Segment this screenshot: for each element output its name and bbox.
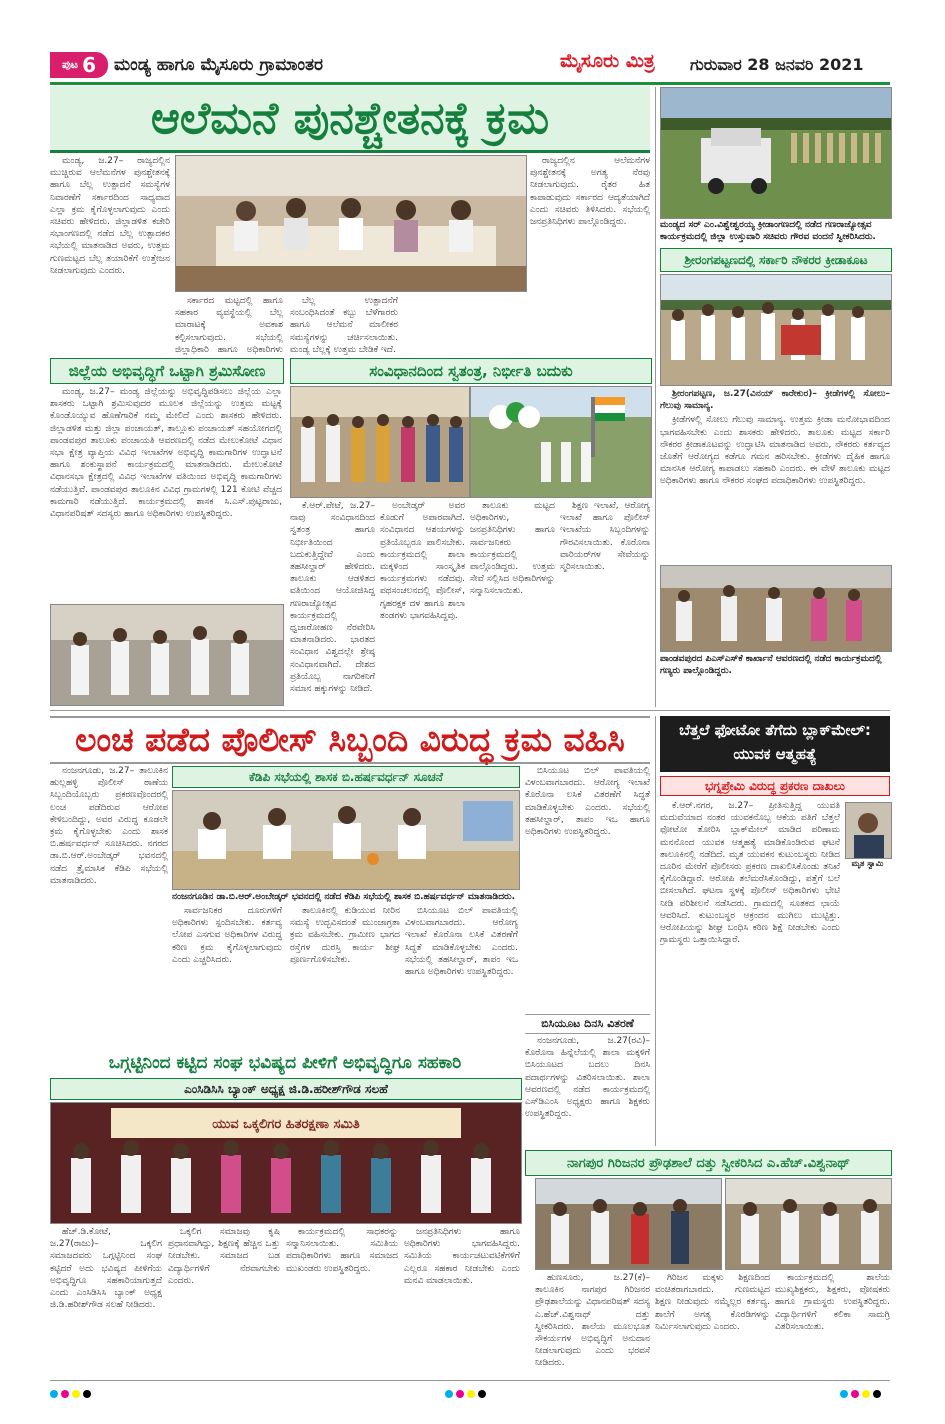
story6-column-2: ಒಕ್ಕಲಿಗ ಸಮಾಜವು ಕೃಷಿ ಪ್ರಧಾನವಾಗಿದ್ದು, ಶಿಕ್ಷಣಕ್ಕೆ ಹೆಚ್ಚಿನ ಒತ್ತು ನೀಡಬೇಕು. ಸಮಾಜದ ಬಡ ವಿದ್ಯಾರ್ಥಿಗಳಿಗೆ ನೆರವಾಗಬೇಕು ಎಂದರು. — [168, 1227, 280, 1286]
story7-column-3: ಕಾರ್ಯಕ್ರಮದಲ್ಲಿ ಶಾಲೆಯ ಮುಖ್ಯಶಿಕ್ಷಕರು, ಶಿಕ್ಷಕರು, ಪೋಷಕರು ಹಾಗೂ ಗ್ರಾಮಸ್ಥರು ಉಪಸ್ಥಿತರಿದ್ದರು. ವಿದ್ಯಾರ್ಥಿಗಳಿಗೆ ಕಲಿಕಾ ಸಾಮಗ್ರಿ ವಿತರಿಸಲಾಯಿತು. — [775, 1273, 890, 1332]
story2-text: ಮಂಡ್ಯ, ಜ.27– ಮಂಡ್ಯ ಜಿಲ್ಲೆಯನ್ನು ಅಭಿವೃದ್ಧಿಪಡಿಸಲು ಜಿಲ್ಲೆಯ ಎಲ್ಲಾ ಶಾಸಕರು ಒಟ್ಟಾಗಿ ಶ್ರಮಿಸುವುದರ ಮೂಲಕ ಜಿಲ್ಲೆಯನ್ನು ಉತ್ತಮ ಮಟ್ಟಕ್ಕೆ ಕೊಂಡೊಯ್ಯುವ ಹೊಣೆಗಾರಿಕೆ ನಮ್ಮ ಮೇಲಿದೆ ಎಂದು ಶಾಸಕರು ಹೇಳಿದರು. ಜಿಲ್ಲಾಡಳಿತ ಮತ್ತು ಜಿಲ್ಲಾ ಪಂಚಾಯತ್, ತಾಲ್ಲೂಕು ಪಂಚಾಯತ್ ಸಹಯೋಗದಲ್ಲಿ ಪಾಂಡವಪುರ ತಾಲೂಕು ಪಂಚಾಯತಿ ಆವರಣದಲ್ಲಿ ನಡೆದ ಮೇಲುಕೋಟೆ ವಿಧಾನ ಸಭಾ ಕ್ಷೇತ್ರ ವ್ಯಾಪ್ತಿಯ ವಿವಿಧ ಇಲಾಖೆಗಳ ಅಭಿವೃದ್ಧಿ ಕಾಮಗಾರಿಗಳ ಉದ್ಘಾಟನೆ ಹಾಗೂ ಶಂಕುಸ್ಥಾಪನೆ ಕಾರ್ಯಕ್ರಮದಲ್ಲಿ ಮಾತನಾಡಿದರು. ಮೇಲುಕೋಟೆ ವಿಧಾನಸಭಾ ಕ್ಷೇತ್ರದಲ್ಲಿ ವಿವಿಧ ಇಲಾಖೆಗಳ ವತಿಯಿಂದ ಅಭಿವೃದ್ಧಿ ಕಾಮಗಾರಿಗಳು ನಡೆಯುತ್ತಿವೆ. ಪಾಂಡವಪುರ ತಾಲೂಕಿನ ವಿವಿಧ ಗ್ರಾಮಗಳಲ್ಲಿ 121 ಕೋಟಿ ವೆಚ್ಚದ ಕಾಮಗಾರಿ ನಡೆಯುತ್ತಿದೆ. ಕಾರ್ಯಕ್ರಮದಲ್ಲಿ ಶಾಸಕ ಸಿ.ಎಸ್.ಪುಟ್ಟರಾಜು, ವಿಧಾನಪರಿಷತ್ ಸದಸ್ಯರು ಹಾಗೂ ಅಧಿಕಾರಿಗಳು ಉಪಸ್ಥಿತರಿದ್ದರು. — [50, 387, 282, 520]
story7-headline: ನಾಗಪುರ ಗಿರಿಜನರ ಪ್ರೌಢಶಾಲೆ ದತ್ತು ಸ್ವೀಕರಿಸಿದ ಎ.ಹೆಚ್.ವಿಶ್ವನಾಥ್ — [525, 1150, 892, 1176]
story3-column-2: ಅಂಬೇಡ್ಕರ್ ಅವರ ಕೊಡುಗೆ ಅಪಾರವಾಗಿದೆ. ಸಂವಿಧಾನದ ಆಶಯಗಳನ್ನು ಪ್ರತಿಯೊಬ್ಬರೂ ಪಾಲಿಸಬೇಕು. ಕಾರ್ಯಕ್ರಮದಲ್ಲಿ ಶಾಲಾ ಮಕ್ಕಳಿಂದ ಸಾಂಸ್ಕೃತಿಕ ಕಾರ್ಯಕ್ರಮಗಳು ನಡೆದವು. ಪಥಸಂಚಲನದಲ್ಲಿ ಪೊಲೀಸ್, ಗೃಹರಕ್ಷಕ ದಳ ಹಾಗೂ ಶಾಲಾ ತಂಡಗಳು ಭಾಗವಹಿಸಿದ್ದವು. — [380, 501, 465, 621]
story1-column-1: ಮಂಡ್ಯ, ಜ.27– ರಾಜ್ಯದಲ್ಲಿನ ಮುಚ್ಚಿರುವ ಆಲೆಮನೆಗಳ ಪುನಶ್ಚೇತನಕ್ಕೆ ಹಾಗೂ ಬೆಲ್ಲ ಉತ್ಪಾದನೆ ಸಮಸ್ಯೆಗಳ ನಿವಾರಣೆಗೆ ಸರ್ಕಾರದಿಂದ ಸಾಧ್ಯವಾದ ಎಲ್ಲಾ ಕ್ರಮ ಕೈಗೊಳ್ಳಲಾಗುವುದು ಎಂದು ಸಚಿವರು ಹೇಳಿದರು. ಜಿಲ್ಲಾಡಳಿತ ಕಚೇರಿ ಸಭಾಂಗಣದಲ್ಲಿ ನಡೆದ ಬೆಲ್ಲ ಉತ್ಪಾದಕರ ಸಭೆಯಲ್ಲಿ ಮಾತನಾಡಿದ ಅವರು, ಉತ್ತಮ ಗುಣಮಟ್ಟದ ಬೆಲ್ಲ ತಯಾರಿಕೆಗೆ ಉತ್ತೇಜನ ನೀಡಲಾಗುವುದು ಎಂದರು. — [50, 156, 170, 276]
story4-subheadline: ಕೆಡಿಪಿ ಸಭೆಯಲ್ಲಿ ಶಾಸಕ ಬಿ.ಹರ್ಷವರ್ಧನ್ ಸೂಚನೆ — [172, 766, 520, 788]
story3-headline: ಸಂವಿಧಾನದಿಂದ ಸ್ವತಂತ್ರ, ನಿರ್ಭೀತಿ ಬದುಕು — [290, 358, 652, 384]
story7-column-2: ಗಿರಿಜನ ಮಕ್ಕಳು ಶಿಕ್ಷಣದಿಂದ ವಂಚಿತರಾಗಬಾರದು. ಗುಣಮಟ್ಟದ ಶಿಕ್ಷಣ ನೀಡುವುದು ನಮ್ಮೆಲ್ಲರ ಕರ್ತವ್ಯ. ಶಾಲೆಗೆ ಅಗತ್ಯ ಕೊಠಡಿಗಳನ್ನು ನಿರ್ಮಿಸಲಾಗುವುದು ಎಂದರು. — [655, 1273, 770, 1332]
story5-text: ಕೆ.ಆರ್.ನಗರ, ಜ.27– ಪ್ರೀತಿಸುತ್ತಿದ್ದ ಯುವತಿ ಮದುವೆಯಾದ ನಂತರ ಯುವಕನೊಬ್ಬ ಆಕೆಯ ಪತಿಗೆ ಬೆತ್ತಲೆ ಫೋಟೋ ತೋರಿಸಿ ಬ್ಲಾಕ್‌ಮೇಲ್ ಮಾಡಿದ ಪರಿಣಾಮ ಮನನೊಂದ ಯುವಕ ಆತ್ಮಹತ್ಯೆ ಮಾಡಿಕೊಂಡಿರುವ ಘಟನೆ ತಾಲೂಕಿನಲ್ಲಿ ನಡೆದಿದೆ. ಮೃತ ಯುವಕನ ಕುಟುಂಬಸ್ಥರು ನೀಡಿದ ದೂರಿನ ಮೇರೆಗೆ ಪೊಲೀಸರು ಪ್ರಕರಣ ದಾಖಲಿಸಿಕೊಂಡು ತನಿಖೆ ಕೈಗೊಂಡಿದ್ದಾರೆ. ಆರೋಪಿ ತಲೆಮರೆಸಿಕೊಂಡಿದ್ದು, ಪತ್ತೆಗೆ ಬಲೆ ಬೀಸಲಾಗಿದೆ. ಘಟನಾ ಸ್ಥಳಕ್ಕೆ ಪೊಲೀಸ್ ಅಧಿಕಾರಿಗಳು ಭೇಟಿ ನೀಡಿ ಪರಿಶೀಲನೆ ನಡೆಸಿದರು. ಗ್ರಾಮದಲ್ಲಿ ಸೂತಕದ ಛಾಯೆ ಆವರಿಸಿದೆ. ಕುಟುಂಬಸ್ಥರ ಆಕ್ರಂದನ ಮುಗಿಲು ಮುಟ್ಟಿತ್ತು. ಆರೋಪಿಯನ್ನು ಶೀಘ್ರ ಬಂಧಿಸಿ ಕಠಿಣ ಶಿಕ್ಷೆ ನೀಡಬೇಕು ಎಂದು ಗ್ರಾಮಸ್ಥರು ಒತ್ತಾಯಿಸಿದ್ದಾರೆ. — [660, 801, 840, 946]
story6-column-3: ಕಾರ್ಯಕ್ರಮದಲ್ಲಿ ಸಾಧಕರನ್ನು ಸನ್ಮಾನಿಸಲಾಯಿತು. ಸಮಿತಿಯ ಪದಾಧಿಕಾರಿಗಳು ಹಾಗೂ ಸಮಾಜದ ಮುಖಂಡರು ಉಪಸ್ಥಿತರಿದ್ದರು. — [286, 1227, 398, 1274]
section-title: ಮಂಡ್ಯ ಹಾಗೂ ಮೈಸೂರು ಗ್ರಾಮಾಂತರ — [114, 55, 323, 75]
story1-column-3: ಬೆಲ್ಲ ಉತ್ಪಾದನೆಗೆ ಸಂಬಂಧಿಸಿದಂತೆ ಕಬ್ಬು ಬೆಳೆಗಾರರು ಹಾಗೂ ಆಲೆಮನೆ ಮಾಲೀಕರ ಸಮಸ್ಯೆಗಳನ್ನು ಚರ್ಚಿಸಲಾಯಿತು. ಮಂಡ್ಯ ಬೆಲ್ಲಕ್ಕೆ ಉತ್ತಮ ಬೇಡಿಕೆ ಇದೆ. — [290, 296, 398, 355]
footer-rule — [50, 1380, 890, 1381]
story1-headline: ಆಲೆಮನೆ ಪುನಶ್ಚೇತನಕ್ಕೆ ಕ್ರಮ — [50, 86, 650, 153]
meeting-photo — [175, 155, 527, 292]
march-past-photo — [470, 386, 652, 498]
story4-column-3: ತಾಲೂಕಿನಲ್ಲಿ ಕುಡಿಯುವ ನೀರಿನ ಸಮಸ್ಯೆ ಉದ್ಭವಿಸದಂತೆ ಮುಂಜಾಗ್ರತಾ ಕ್ರಮ ವಹಿಸಬೇಕು. ಗ್ರಾಮೀಣ ಭಾಗದ ರಸ್ತೆಗಳ ದುರಸ್ತಿ ಕಾರ್ಯ ಶೀಘ್ರ ಪೂರ್ಣಗೊಳಿಸಬೇಕು. — [290, 906, 400, 965]
story3-column-4: ಶಿಕ್ಷಣ ಇಲಾಖೆ, ಆರೋಗ್ಯ ಇಲಾಖೆ ಹಾಗೂ ಪೊಲೀಸ್ ಇಲಾಖೆಯ ಸಿಬ್ಬಂದಿಗಳನ್ನು ಗೌರವಿಸಲಾಯಿತು. ಕೊರೊನಾ ವಾರಿಯರ್‌ಗಳ ಸೇವೆಯನ್ನು ಸ್ಮರಿಸಲಾಯಿತು. — [560, 501, 650, 573]
association-event-photo — [50, 1102, 522, 1224]
flag-hoisting-photo — [290, 386, 470, 498]
story4-column-2: ಸಾರ್ವಜನಿಕರ ದೂರುಗಳಿಗೆ ಅಧಿಕಾರಿಗಳು ಸ್ಪಂದಿಸಬೇಕು. ಕರ್ತವ್ಯ ಲೋಪ ಎಸಗುವ ಅಧಿಕಾರಿಗಳ ವಿರುದ್ಧ ಕಠಿಣ ಕ್ರಮ ಕೈಗೊಳ್ಳಲಾಗುವುದು ಎಂದು ಎಚ್ಚರಿಸಿದರು. — [172, 906, 282, 965]
deceased-photo-caption: ಮೃತ ಸ್ವಾಮಿ — [851, 859, 884, 868]
newspaper-logo: ಮೈಸೂರು ಮಿತ್ರ — [560, 50, 655, 72]
story6-subheadline: ಎಂಸಿಡಿಸಿಸಿ ಬ್ಯಾಂಕ್ ಅಧ್ಯಕ್ಷ ಜಿ.ಡಿ.ಹರೀಶ್‌ಗೌಡ ಸಲಹೆ — [50, 1078, 522, 1100]
deceased-portrait-photo — [845, 802, 892, 859]
page-number: 6 — [82, 53, 97, 77]
column-rule — [655, 87, 656, 707]
story3-column-3: ತಾಲೂಕು ಮಟ್ಟದ ಅಧಿಕಾರಿಗಳು, ಜನಪ್ರತಿನಿಧಿಗಳು ಹಾಗೂ ಸಾರ್ವಜನಿಕರು ಕಾರ್ಯಕ್ರಮದಲ್ಲಿ ಪಾಲ್ಗೊಂಡಿದ್ದರು. ಉತ್ತಮ ಸೇವೆ ಸಲ್ಲಿಸಿದ ಅಧಿಕಾರಿಗಳನ್ನು ಸನ್ಮಾನಿಸಲಾಯಿತು. — [470, 501, 555, 597]
issue-date: ಗುರುವಾರ 28 ಜನವರಿ 2021 — [690, 55, 864, 74]
felicitation-photo — [660, 565, 892, 652]
kdp-photo-caption: ನಂಜನಗೂಡಿನ ಡಾ.ಬಿ.ಆರ್.ಅಂಬೇಡ್ಕರ್ ಭವನದಲ್ಲಿ ನಡೆದ ಕೆಡಿಪಿ ಸಭೆಯಲ್ಲಿ ಶಾಸಕ ಬಿ.ಹರ್ಷವರ್ಧನ್ ಮಾತನಾಡಿದರು. — [172, 892, 516, 902]
print-color-marks-right — [840, 1390, 881, 1398]
event-banner-text: ಯುವ ಒಕ್ಕಲಿಗರ ಹಿತರಕ್ಷಣಾ ಸಮಿತಿ — [212, 1116, 360, 1132]
school-adoption-photo-2 — [725, 1178, 892, 1270]
page-number-badge — [50, 52, 108, 78]
school-adoption-photo-1 — [535, 1178, 722, 1270]
inauguration-photo — [50, 604, 284, 706]
column-rule — [655, 716, 656, 1146]
page-label: ಪುಟ — [61, 58, 79, 71]
print-color-marks-left — [50, 1390, 91, 1398]
kdp-meeting-photo — [172, 790, 520, 890]
print-color-marks-center — [445, 1390, 486, 1398]
parade-photo-caption: ಮಂಡ್ಯದ ಸರ್ ಎಂ.ವಿಶ್ವೇಶ್ವರಯ್ಯ ಕ್ರೀಡಾಂಗಣದಲ್ಲಿ ನಡೆದ ಗಣರಾಜ್ಯೋತ್ಸವ ಕಾರ್ಯಕ್ರಮದಲ್ಲಿ ಜಿಲ್ಲಾ ಉಸ್ತುವಾರಿ ಸಚಿವರು ಗೌರವ ವಂದನೆ ಸ್ವೀಕರಿಸಿದರು. — [660, 220, 876, 242]
sports-meet-caption: ಶ್ರೀರಂಗಪಟ್ಟಣ, ಜ.27(ವಿನಯ್ ಕಾರೇಕುರ)– ಕ್ರೀಡೆಗಳಲ್ಲಿ ಸೋಲು–ಗೆಲುವು ಸಾಮಾನ್ಯ. — [660, 389, 890, 412]
felicitation-photo-caption: ಪಾಂಡವಪುರದ ಪಿಎಸ್‌ಎಸ್‌ಕೆ ಕಾರ್ಖಾನೆ ಆವರಣದಲ್ಲಿ ನಡೆದ ಕಾರ್ಯಕ್ರಮದಲ್ಲಿ ಗಣ್ಯರು ಪಾಲ್ಗೊಂಡಿದ್ದರು. — [660, 654, 882, 676]
story6-column-4: ಜನಪ್ರತಿನಿಧಿಗಳು ಹಾಗೂ ಅಧಿಕಾರಿಗಳು ಭಾಗವಹಿಸಿದ್ದರು. ಸಮಿತಿಯ ಕಾರ್ಯಚಟುವಟಿಕೆಗಳಿಗೆ ಎಲ್ಲರೂ ಸಹಕಾರ ನೀಡಬೇಕು ಎಂದು ಮನವಿ ಮಾಡಲಾಯಿತು. — [404, 1227, 520, 1286]
story1-column-2: ಸರ್ಕಾರದ ಮಟ್ಟದಲ್ಲಿ ಹಾಗೂ ಸಹಕಾರ ವ್ಯವಸ್ಥೆಯಲ್ಲಿ ಬೆಲ್ಲ ಮಾರಾಟಕ್ಕೆ ಅವಕಾಶ ಕಲ್ಪಿಸಲಾಗುವುದು. ಸಭೆಯಲ್ಲಿ ಜಿಲ್ಲಾಧಿಕಾರಿ ಹಾಗೂ ಅಧಿಕಾರಿಗಳು — [175, 296, 283, 355]
story1-column-4: ರಾಜ್ಯದಲ್ಲಿನ ಆಲೆಮನೆಗಳ ಪುನಶ್ಚೇತನಕ್ಕೆ ಅಗತ್ಯ ನೆರವು ನೀಡಲಾಗುವುದು. ರೈತರ ಹಿತ ಕಾಪಾಡುವುದು ಸರ್ಕಾರದ ಆದ್ಯತೆಯಾಗಿದೆ ಎಂದು ಸಚಿವರು ತಿಳಿಸಿದರು. ಸಭೆಯಲ್ಲಿ ಜನಪ್ರತಿನಿಧಿಗಳು ಪಾಲ್ಗೊಂಡಿದ್ದರು. — [530, 156, 650, 228]
story3-column-1: ಕೆ.ಆರ್.ಪೇಟೆ, ಜ.27– ನಾವು ಸಂವಿಧಾನದಿಂದ ಸ್ವತಂತ್ರ ಹಾಗೂ ನಿರ್ಭೀತಿಯಿಂದ ಬದುಕುತ್ತಿದ್ದೇವೆ ಎಂದು ತಹಸೀಲ್ದಾರ್ ಹೇಳಿದರು. ತಾಲೂಕು ಆಡಳಿತದ ವತಿಯಿಂದ ಆಯೋಜಿಸಿದ್ದ ಗಣರಾಜ್ಯೋತ್ಸವ ಕಾರ್ಯಕ್ರಮದಲ್ಲಿ ಧ್ವಜಾರೋಹಣ ನೆರವೇರಿಸಿ ಮಾತನಾಡಿದರು. ಭಾರತದ ಸಂವಿಧಾನ ವಿಶ್ವದಲ್ಲೇ ಶ್ರೇಷ್ಠ ಸಂವಿಧಾನವಾಗಿದೆ. ದೇಶದ ಪ್ರತಿಯೊಬ್ಬ ನಾಗರಿಕನಿಗೆ ಸಮಾನ ಹಕ್ಕುಗಳನ್ನು ನೀಡಿದೆ. — [290, 501, 375, 695]
story4b-headline: ಬಿಸಿಯೂಟ ದಿನಸಿ ವಿತರಣೆ — [525, 1014, 650, 1034]
story4-column-5: ಬಿಸಿಯೂಟ ಬಿಲ್ ಪಾವತಿಯಲ್ಲಿ ವಿಳಂಬವಾಗಬಾರದು. ಆರೋಗ್ಯ ಇಲಾಖೆ ಕೊರೊನಾ ಲಸಿಕೆ ವಿತರಣೆಗೆ ಸಿದ್ಧತೆ ಮಾಡಿಕೊಳ್ಳಬೇಕು ಎಂದರು. ಸಭೆಯಲ್ಲಿ ತಹಸೀಲ್ದಾರ್, ತಾಪಂ ಇಒ ಹಾಗೂ ಅಧಿಕಾರಿಗಳು ಉಪಸ್ಥಿತರಿದ್ದರು. — [525, 766, 650, 838]
story5-headline: ಬೆತ್ತಲೆ ಫೋಟೋ ತೆಗೆದು ಬ್ಲಾಕ್‌ಮೇಲ್: ಯುವಕ ಆತ್ಮಹತ್ಯೆ — [660, 716, 890, 772]
story4b-text: ನಂಜನಗೂಡು, ಜ.27(ರವಿ)– ಕೊರೊನಾ ಹಿನ್ನೆಲೆಯಲ್ಲಿ ಶಾಲಾ ಮಕ್ಕಳಿಗೆ ಬಿಸಿಯೂಟದ ಬದಲು ದಿನಸಿ ಪದಾರ್ಥಗಳನ್ನು ವಿತರಿಸಲಾಯಿತು. ಶಾಲಾ ಆವರಣದಲ್ಲಿ ನಡೆದ ಕಾರ್ಯಕ್ರಮದಲ್ಲಿ ಎಸ್‌ಡಿಎಂಸಿ ಅಧ್ಯಕ್ಷರು ಹಾಗೂ ಶಿಕ್ಷಕರು ಉಪಸ್ಥಿತರಿದ್ದರು. — [525, 1036, 650, 1120]
story4-column-1: ನಂಜನಗೂಡು, ಜ.27– ತಾಲೂಕಿನ ಹುಲ್ಲಹಳ್ಳಿ ಪೊಲೀಸ್ ಠಾಣೆಯ ಸಿಬ್ಬಂದಿಯೊಬ್ಬರು ಪ್ರಕರಣವೊಂದರಲ್ಲಿ ಲಂಚ ಪಡೆದಿರುವ ಆರೋಪ ಕೇಳಿಬಂದಿದ್ದು, ಅವರ ವಿರುದ್ಧ ಕೂಡಲೇ ಕ್ರಮ ಕೈಗೊಳ್ಳಬೇಕು ಎಂದು ಶಾಸಕ ಬಿ.ಹರ್ಷವರ್ಧನ್ ಸೂಚಿಸಿದರು. ನಗರದ ಡಾ.ಬಿ.ಆರ್.ಅಂಬೇಡ್ಕರ್ ಭವನದಲ್ಲಿ ನಡೆದ ತ್ರೈಮಾಸಿಕ ಕೆಡಿಪಿ ಸಭೆಯಲ್ಲಿ ಮಾತನಾಡಿದರು. — [50, 766, 168, 886]
story6-column-1: ಹೆಚ್.ಡಿ.ಕೋಟೆ, ಜ.27(ರಾಜು)– ಒಕ್ಕಲಿಗ ಸಮಾಜದವರು ಒಗ್ಗಟ್ಟಿನಿಂದ ಸಂಘ ಕಟ್ಟಿದರೆ ಅದು ಭವಿಷ್ಯದ ಪೀಳಿಗೆಯ ಅಭಿವೃದ್ಧಿಗೂ ಸಹಕಾರಿಯಾಗುತ್ತದೆ ಎಂದು ಎಂಸಿಡಿಸಿಸಿ ಬ್ಯಾಂಕ್ ಅಧ್ಯಕ್ಷ ಜಿ.ಡಿ.ಹರೀಶ್‌ಗೌಡ ಸಲಹೆ ನೀಡಿದರು. — [50, 1227, 162, 1311]
story2-headline: ಜಿಲ್ಲೆಯ ಅಭಿವೃದ್ಧಿಗೆ ಒಟ್ಟಾಗಿ ಶ್ರಮಿಸೋಣ — [50, 358, 284, 384]
masthead-rule — [50, 82, 890, 85]
story6-headline: ಒಗ್ಗಟ್ಟಿನಿಂದ ಕಟ್ಟಿದ ಸಂಘ ಭವಿಷ್ಯದ ಪೀಳಿಗೆ ಅಭಿವೃದ್ಧಿಗೂ ಸಹಕಾರಿ — [108, 1053, 462, 1073]
story4-column-4: ಬಿಸಿಯೂಟ ಬಿಲ್ ಪಾವತಿಯಲ್ಲಿ ವಿಳಂಬವಾಗಬಾರದು. ಆರೋಗ್ಯ ಇಲಾಖೆ ಕೊರೊನಾ ಲಸಿಕೆ ವಿತರಣೆಗೆ ಸಿದ್ಧತೆ ಮಾಡಿಕೊಳ್ಳಬೇಕು ಎಂದರು. ಸಭೆಯಲ್ಲಿ ತಹಸೀಲ್ದಾರ್, ತಾಪಂ ಇಒ ಹಾಗೂ ಅಧಿಕಾರಿಗಳು ಉಪಸ್ಥಿತರಿದ್ದರು. — [405, 906, 518, 978]
sports-meet-photo — [660, 274, 892, 386]
section-rule — [50, 710, 890, 711]
sports-meet-text: ಶ್ರೀರಂಗಪಟ್ಟಣ, ಜ.27(ವಿನಯ್ ಕಾರೇಕುರ)– ಕ್ರೀಡೆಗಳಲ್ಲಿ ಸೋಲು–ಗೆಲುವು ಸಾಮಾನ್ಯ. ಕ್ರೀಡೆಗಳಲ್ಲಿ ಸೋಲು ಗೆಲುವು ಸಾಮಾನ್ಯ. ಉತ್ತಮ ಕ್ರೀಡಾ ಮನೋಭಾವದಿಂದ ಭಾಗವಹಿಸಬೇಕು ಎಂದು ಶಾಸಕರು ಹೇಳಿದರು. ತಾಲೂಕು ಮಟ್ಟದ ಸರ್ಕಾರಿ ನೌಕರರ ಕ್ರೀಡಾಕೂಟವನ್ನು ಉದ್ಘಾಟಿಸಿ ಮಾತನಾಡಿದ ಅವರು, ನೌಕರರು ಕರ್ತವ್ಯದ ಜೊತೆಗೆ ಆರೋಗ್ಯದ ಕಡೆಗೂ ಗಮನ ಹರಿಸಬೇಕು. ಕ್ರೀಡೆಗಳು ದೈಹಿಕ ಹಾಗೂ ಮಾನಸಿಕ ಆರೋಗ್ಯ ಕಾಪಾಡಲು ಸಹಕಾರಿ ಎಂದರು. ಈ ವೇಳೆ ತಾಲೂಕು ಮಟ್ಟದ ಅಧಿಕಾರಿಗಳು ಹಾಗೂ ನೌಕರರ ಸಂಘದ ಪದಾಧಿಕಾರಿಗಳು ಉಪಸ್ಥಿತರಿದ್ದರು. — [660, 389, 890, 487]
story5-subheadline: ಭಗ್ನಪ್ರೇಮಿ ವಿರುದ್ಧ ಪ್ರಕರಣ ದಾಖಲು — [660, 776, 890, 796]
republic-day-parade-photo — [660, 87, 892, 219]
sports-meet-headline: ಶ್ರೀರಂಗಪಟ್ಟಣದಲ್ಲಿ ಸರ್ಕಾರಿ ನೌಕರರ ಕ್ರೀಡಾಕೂಟ — [660, 248, 892, 272]
story7-column-1: ಹುಣಸೂರು, ಜ.27(ಕೆ)– ತಾಲೂಕಿನ ನಾಗಪುರ ಗಿರಿಜನರ ಪ್ರೌಢಶಾಲೆಯನ್ನು ವಿಧಾನಪರಿಷತ್ ಸದಸ್ಯ ಎ.ಹೆಚ್.ವಿಶ್ವನಾಥ್ ದತ್ತು ಸ್ವೀಕರಿಸಿದರು. ಶಾಲೆಯ ಮೂಲಭೂತ ಸೌಕರ್ಯಗಳ ಅಭಿವೃದ್ಧಿಗೆ ಅನುದಾನ ನೀಡಲಾಗುವುದು ಎಂದು ಭರವಸೆ ನೀಡಿದರು. — [535, 1273, 650, 1369]
story4-headline: ಲಂಚ ಪಡೆದ ಪೊಲೀಸ್ ಸಿಬ್ಬಂದಿ ವಿರುದ್ಧ ಕ್ರಮ ವಹಿಸಿ — [50, 716, 650, 764]
